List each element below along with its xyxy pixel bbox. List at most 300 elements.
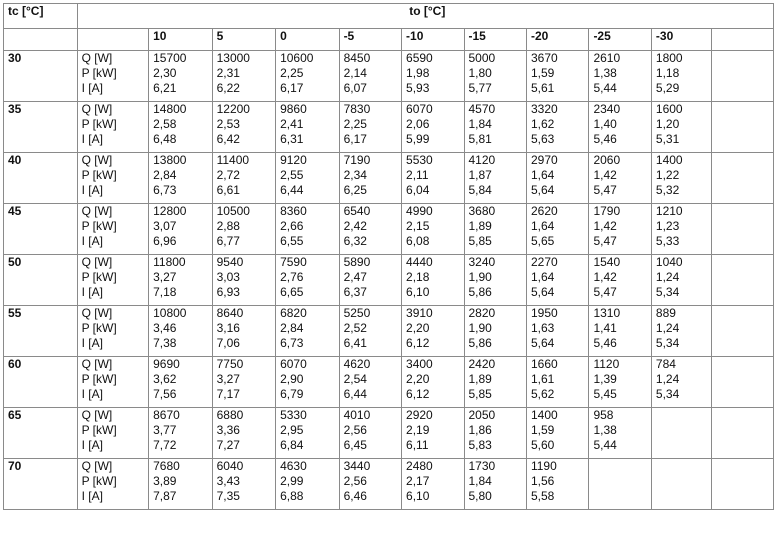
param-labels-cell [77, 357, 149, 408]
param-labels-cell [77, 204, 149, 255]
value-cell [276, 408, 339, 459]
value-cell [589, 51, 651, 102]
i-value: 6,93 [216, 285, 240, 299]
q-value: 4620 [343, 357, 371, 371]
i-value: 6,07 [343, 81, 367, 95]
q-value: 2610 [593, 51, 621, 65]
value-cell [589, 102, 651, 153]
value-cell [212, 357, 275, 408]
param-label: Q [W] [81, 306, 113, 320]
to-value-header: -25 [589, 29, 651, 51]
q-value: 7590 [280, 255, 307, 269]
value-cell [212, 102, 275, 153]
i-value: 5,33 [655, 234, 680, 248]
param-label: Q [W] [81, 51, 113, 65]
value-cell [276, 255, 339, 306]
value-cell [402, 459, 464, 510]
p-value: 2,06 [406, 117, 430, 131]
value-cell [212, 51, 275, 102]
p-value: 2,15 [406, 219, 430, 233]
q-value: 1310 [593, 306, 621, 320]
value-cell [149, 204, 212, 255]
i-value: 6,45 [343, 438, 367, 452]
p-value: 2,41 [280, 117, 304, 131]
param-label: P [kW] [81, 321, 117, 335]
i-value: 6,41 [343, 336, 367, 350]
p-value: 2,58 [153, 117, 177, 131]
value-cell [339, 408, 401, 459]
p-value: 1,20 [655, 117, 680, 131]
q-value: 1950 [530, 306, 558, 320]
to-value-header: 5 [212, 29, 275, 51]
value-cell [149, 102, 212, 153]
value-cell [651, 306, 711, 357]
value-cell [212, 204, 275, 255]
p-value: 2,55 [280, 168, 304, 182]
q-value: 2620 [530, 204, 558, 218]
p-value: 1,39 [593, 372, 617, 386]
param-label: I [A] [81, 336, 103, 350]
to-value-header: -15 [464, 29, 526, 51]
q-value: 3910 [406, 306, 433, 320]
q-value: 9120 [280, 153, 307, 167]
i-value: 6,73 [280, 336, 304, 350]
tc-value: 55 [4, 306, 78, 357]
table-row [4, 255, 774, 306]
value-cell [149, 357, 212, 408]
value-cell [339, 51, 401, 102]
table-row [4, 153, 774, 204]
param-label: Q [W] [81, 255, 113, 269]
q-value: 3440 [343, 459, 371, 473]
q-value: 13000 [216, 51, 250, 65]
value-cell [276, 51, 339, 102]
p-value: 1,42 [593, 270, 617, 284]
q-value: 1400 [530, 408, 558, 422]
param-label: I [A] [81, 489, 103, 503]
value-cell [402, 204, 464, 255]
table-row [4, 204, 774, 255]
table-row [4, 459, 774, 510]
value-cell [651, 51, 711, 102]
i-value: 7,87 [153, 489, 177, 503]
i-value: 5,64 [530, 336, 555, 350]
param-label: Q [W] [81, 204, 113, 218]
p-value: 3,03 [216, 270, 240, 284]
p-value: 3,27 [216, 372, 240, 386]
i-value: 6,42 [216, 132, 240, 146]
param-label: I [A] [81, 438, 103, 452]
q-value: 784 [655, 357, 676, 371]
i-value: 5,77 [468, 81, 492, 95]
i-value: 5,65 [530, 234, 555, 248]
p-value: 1,90 [468, 321, 492, 335]
value-cell [526, 408, 588, 459]
i-value: 6,08 [406, 234, 430, 248]
value-cell [712, 357, 774, 408]
i-value: 6,17 [280, 81, 304, 95]
i-value: 7,72 [153, 438, 177, 452]
q-value: 3670 [530, 51, 558, 65]
param-label: Q [W] [81, 459, 113, 473]
i-value: 6,84 [280, 438, 304, 452]
value-cell [712, 459, 774, 510]
q-value: 10800 [153, 306, 187, 320]
to-header: to [°C] [77, 4, 773, 29]
table-row [4, 408, 774, 459]
param-labels-cell [77, 51, 149, 102]
q-value: 7750 [216, 357, 244, 371]
value-cell [276, 306, 339, 357]
i-value: 7,35 [216, 489, 240, 503]
q-value: 10600 [280, 51, 314, 65]
param-label: I [A] [81, 183, 103, 197]
p-value: 1,89 [468, 372, 492, 386]
q-value: 8670 [153, 408, 180, 422]
tc-value: 30 [4, 51, 78, 102]
param-labels-cell [77, 306, 149, 357]
i-value: 6,10 [406, 489, 430, 503]
q-value: 6070 [406, 102, 433, 116]
q-value: 7680 [153, 459, 180, 473]
i-value: 5,44 [593, 438, 617, 452]
q-value: 11800 [153, 255, 186, 269]
q-value: 6070 [280, 357, 307, 371]
p-value: 2,54 [343, 372, 367, 386]
i-value: 6,12 [406, 336, 430, 350]
i-value: 6,55 [280, 234, 304, 248]
i-value: 6,31 [280, 132, 304, 146]
q-value: 1540 [593, 255, 621, 269]
param-label: I [A] [81, 234, 103, 248]
q-value: 958 [593, 408, 614, 422]
i-value: 5,60 [530, 438, 555, 452]
value-cell [212, 459, 275, 510]
q-value: 6880 [216, 408, 244, 422]
q-value: 4630 [280, 459, 307, 473]
p-value: 2,53 [216, 117, 240, 131]
value-cell [464, 459, 526, 510]
i-value: 7,27 [216, 438, 240, 452]
value-cell [149, 255, 212, 306]
p-value: 3,27 [153, 270, 177, 284]
value-cell [589, 306, 651, 357]
table-row [4, 51, 774, 102]
p-value: 3,43 [216, 474, 240, 488]
q-value: 5890 [343, 255, 371, 269]
p-value: 1,89 [468, 219, 492, 233]
param-label: P [kW] [81, 117, 117, 131]
q-value: 13800 [153, 153, 187, 167]
p-value: 3,16 [216, 321, 240, 335]
value-cell [149, 153, 212, 204]
value-cell [339, 255, 401, 306]
q-value: 6820 [280, 306, 307, 320]
i-value: 6,10 [406, 285, 430, 299]
p-value: 1,80 [468, 66, 492, 80]
q-value: 3240 [468, 255, 496, 269]
p-value: 1,18 [655, 66, 680, 80]
i-value: 5,45 [593, 387, 617, 401]
q-value: 3320 [530, 102, 558, 116]
q-value: 4120 [468, 153, 496, 167]
value-cell [651, 255, 711, 306]
value-cell [651, 408, 711, 459]
param-label: I [A] [81, 81, 103, 95]
value-cell [526, 51, 588, 102]
i-value: 7,06 [216, 336, 240, 350]
table-body [4, 4, 774, 510]
i-value: 5,64 [530, 285, 555, 299]
param-label: I [A] [81, 285, 103, 299]
empty-corner-cell [4, 29, 78, 51]
value-cell [212, 255, 275, 306]
p-value: 2,19 [406, 423, 430, 437]
p-value: 3,46 [153, 321, 177, 335]
i-value: 6,46 [343, 489, 367, 503]
q-value: 9540 [216, 255, 244, 269]
i-value: 6,88 [280, 489, 304, 503]
tc-value: 45 [4, 204, 78, 255]
p-value: 1,98 [406, 66, 430, 80]
value-cell [212, 306, 275, 357]
param-label: Q [W] [81, 357, 113, 371]
to-value-header: -10 [402, 29, 464, 51]
tc-value: 65 [4, 408, 78, 459]
q-value: 2920 [406, 408, 433, 422]
p-value: 2,47 [343, 270, 367, 284]
p-value: 2,72 [216, 168, 240, 182]
tc-value: 70 [4, 459, 78, 510]
to-value-header: -30 [651, 29, 711, 51]
value-cell [712, 153, 774, 204]
value-cell [589, 204, 651, 255]
q-value: 4440 [406, 255, 433, 269]
value-cell [464, 408, 526, 459]
value-cell [589, 153, 651, 204]
value-cell [339, 357, 401, 408]
value-cell [651, 153, 711, 204]
p-value: 1,87 [468, 168, 492, 182]
value-cell [526, 459, 588, 510]
q-value: 3680 [468, 204, 496, 218]
q-value: 2820 [468, 306, 496, 320]
value-cell [464, 204, 526, 255]
i-value: 5,44 [593, 81, 617, 95]
param-labels-cell [77, 102, 149, 153]
p-value: 1,41 [593, 321, 617, 335]
p-value: 2,25 [280, 66, 304, 80]
q-value: 1800 [655, 51, 683, 65]
value-cell [712, 306, 774, 357]
q-value: 1040 [655, 255, 683, 269]
p-value: 1,42 [593, 219, 617, 233]
value-cell [464, 306, 526, 357]
i-value: 6,32 [343, 234, 367, 248]
value-cell [464, 357, 526, 408]
value-cell [589, 408, 651, 459]
q-value: 2480 [406, 459, 433, 473]
value-cell [212, 408, 275, 459]
q-value: 8360 [280, 204, 307, 218]
p-value: 3,89 [153, 474, 177, 488]
p-value: 1,61 [530, 372, 555, 386]
param-label: Q [W] [81, 408, 113, 422]
i-value: 5,62 [530, 387, 555, 401]
q-value: 7830 [343, 102, 371, 116]
value-cell [402, 408, 464, 459]
p-value: 1,22 [655, 168, 680, 182]
empty-label-cell [77, 29, 149, 51]
p-value: 1,38 [593, 66, 617, 80]
value-cell [402, 306, 464, 357]
value-cell [464, 255, 526, 306]
p-value: 1,64 [530, 168, 555, 182]
param-label: Q [W] [81, 153, 113, 167]
p-value: 1,59 [530, 66, 555, 80]
p-value: 1,24 [655, 270, 680, 284]
value-cell [339, 153, 401, 204]
value-cell [651, 204, 711, 255]
value-cell [339, 204, 401, 255]
i-value: 5,86 [468, 336, 492, 350]
p-value: 1,42 [593, 168, 617, 182]
i-value: 5,58 [530, 489, 555, 503]
p-value: 1,84 [468, 474, 492, 488]
p-value: 3,07 [153, 219, 177, 233]
i-value: 5,85 [468, 234, 492, 248]
q-value: 10500 [216, 204, 250, 218]
i-value: 6,04 [406, 183, 430, 197]
q-value: 1210 [655, 204, 683, 218]
p-value: 2,25 [343, 117, 367, 131]
q-value: 3400 [406, 357, 433, 371]
i-value: 6,96 [153, 234, 177, 248]
p-value: 2,20 [406, 372, 430, 386]
p-value: 1,59 [530, 423, 555, 437]
value-cell [651, 102, 711, 153]
tc-header: tc [°C] [4, 4, 78, 29]
value-cell [276, 459, 339, 510]
q-value: 4010 [343, 408, 371, 422]
p-value: 2,20 [406, 321, 430, 335]
p-value: 2,95 [280, 423, 304, 437]
value-cell [464, 102, 526, 153]
i-value: 5,29 [655, 81, 680, 95]
value-cell [526, 306, 588, 357]
value-cell [589, 459, 651, 510]
tc-value: 35 [4, 102, 78, 153]
to-values-row [4, 29, 774, 51]
p-value: 1,84 [468, 117, 492, 131]
i-value: 5,80 [468, 489, 492, 503]
i-value: 7,38 [153, 336, 177, 350]
q-value: 2050 [468, 408, 496, 422]
q-value: 2420 [468, 357, 496, 371]
i-value: 5,84 [468, 183, 492, 197]
value-cell [712, 255, 774, 306]
i-value: 6,11 [406, 438, 429, 452]
param-label: P [kW] [81, 270, 117, 284]
value-cell [651, 357, 711, 408]
q-value: 5250 [343, 306, 371, 320]
p-value: 2,34 [343, 168, 367, 182]
p-value: 1,86 [468, 423, 492, 437]
tc-value: 60 [4, 357, 78, 408]
param-labels-cell [77, 153, 149, 204]
q-value: 12200 [216, 102, 250, 116]
p-value: 1,64 [530, 270, 555, 284]
param-label: P [kW] [81, 168, 117, 182]
q-value: 2060 [593, 153, 621, 167]
value-cell [589, 255, 651, 306]
i-value: 6,12 [406, 387, 430, 401]
q-value: 6590 [406, 51, 433, 65]
to-value-header: 0 [276, 29, 339, 51]
q-value: 5000 [468, 51, 496, 65]
value-cell [339, 102, 401, 153]
p-value: 2,90 [280, 372, 304, 386]
i-value: 5,47 [593, 234, 617, 248]
value-cell [712, 102, 774, 153]
value-cell [149, 306, 212, 357]
q-value: 1730 [468, 459, 496, 473]
p-value: 1,56 [530, 474, 555, 488]
i-value: 5,34 [655, 387, 680, 401]
i-value: 5,81 [468, 132, 492, 146]
q-value: 1120 [593, 357, 620, 371]
table-row [4, 102, 774, 153]
value-cell [526, 255, 588, 306]
p-value: 1,62 [530, 117, 555, 131]
i-value: 5,83 [468, 438, 492, 452]
i-value: 6,17 [343, 132, 367, 146]
value-cell [402, 153, 464, 204]
p-value: 2,84 [153, 168, 177, 182]
param-label: P [kW] [81, 474, 117, 488]
value-cell [149, 51, 212, 102]
i-value: 5,63 [530, 132, 555, 146]
value-cell [526, 153, 588, 204]
q-value: 9690 [153, 357, 180, 371]
p-value: 2,56 [343, 474, 367, 488]
p-value: 1,24 [655, 372, 680, 386]
q-value: 1400 [655, 153, 683, 167]
value-cell [402, 255, 464, 306]
value-cell [402, 51, 464, 102]
value-cell [149, 459, 212, 510]
value-cell [339, 306, 401, 357]
q-value: 4570 [468, 102, 496, 116]
value-cell [526, 204, 588, 255]
i-value: 6,25 [343, 183, 367, 197]
param-label: P [kW] [81, 219, 117, 233]
i-value: 6,21 [153, 81, 177, 95]
param-label: P [kW] [81, 66, 117, 80]
i-value: 5,46 [593, 336, 617, 350]
q-value: 1790 [593, 204, 621, 218]
p-value: 3,36 [216, 423, 240, 437]
to-value-header: -20 [526, 29, 588, 51]
i-value: 6,44 [343, 387, 367, 401]
q-value: 1190 [530, 459, 557, 473]
value-cell [589, 357, 651, 408]
i-value: 5,61 [530, 81, 555, 95]
i-value: 7,56 [153, 387, 177, 401]
i-value: 7,18 [153, 285, 177, 299]
p-value: 3,62 [153, 372, 177, 386]
q-value: 9860 [280, 102, 307, 116]
